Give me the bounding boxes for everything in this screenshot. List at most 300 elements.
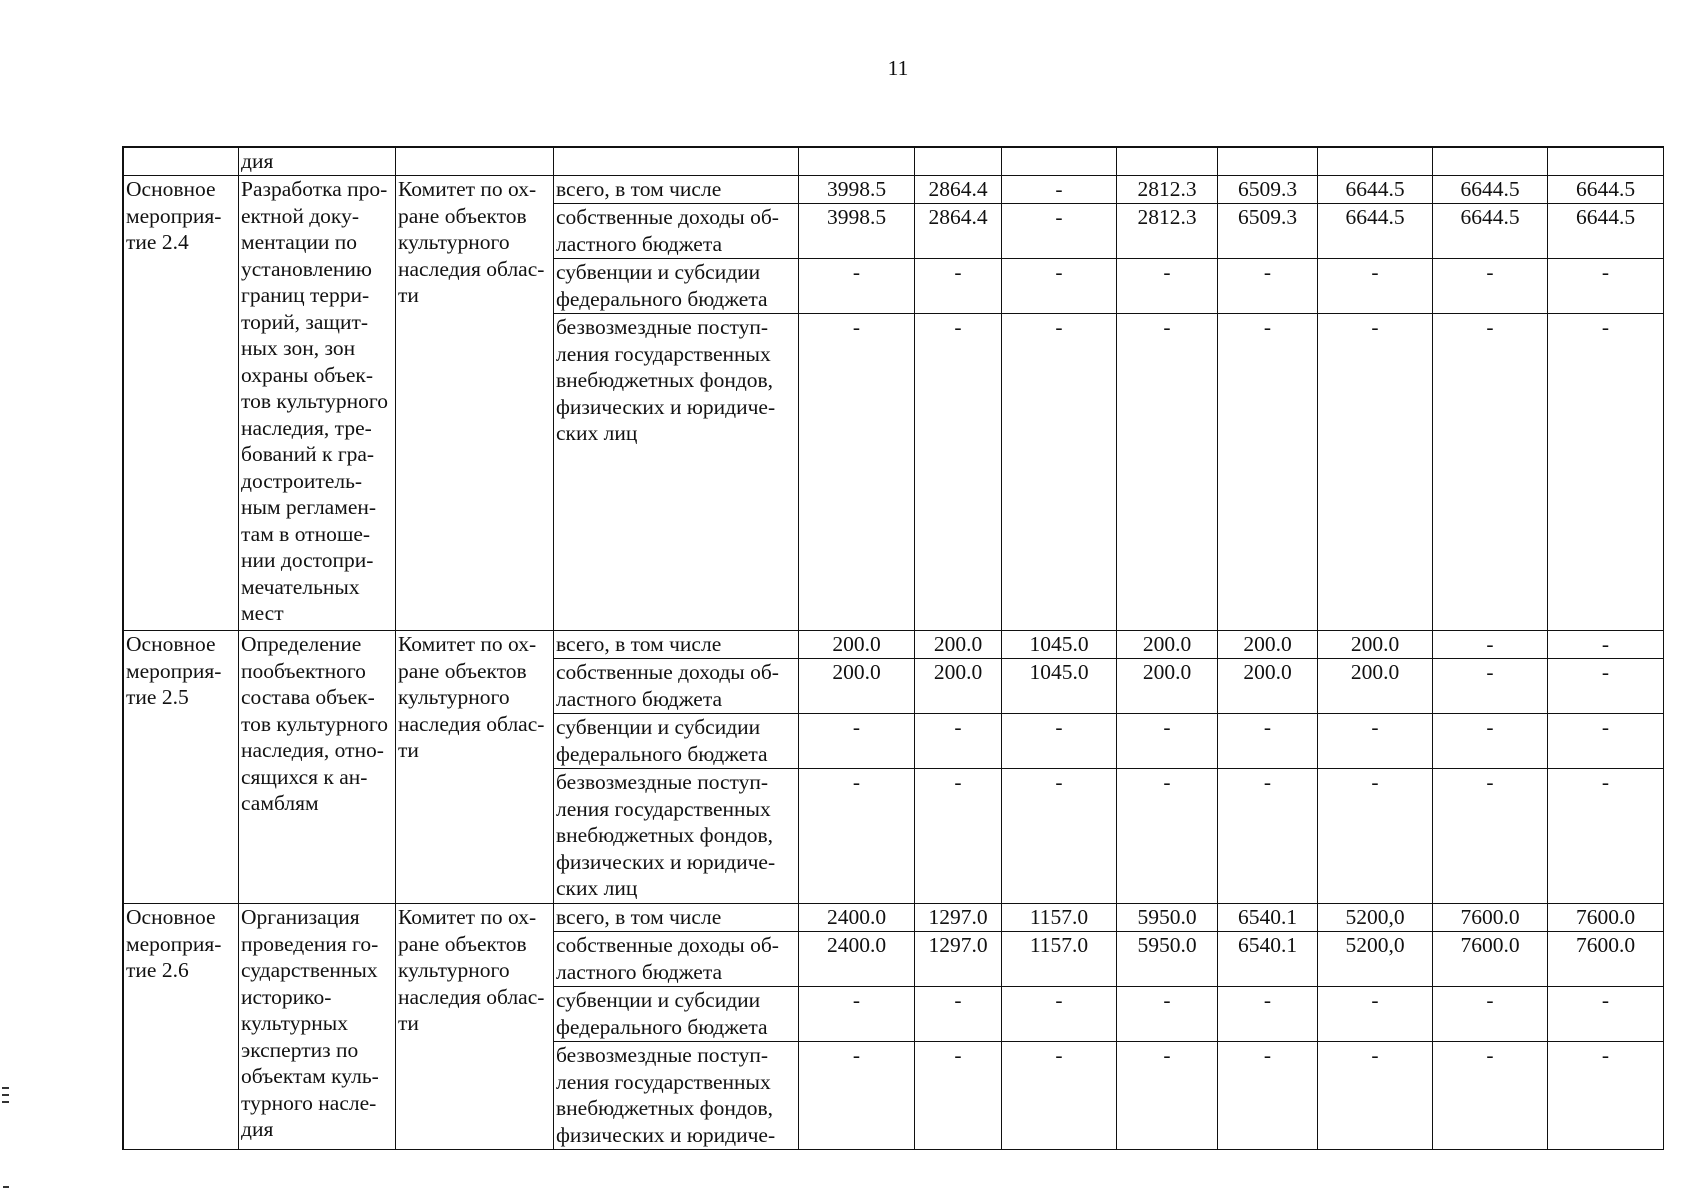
- executor-line: ти: [398, 283, 419, 307]
- value-text: -: [1601, 632, 1610, 656]
- funding-source-line: субвенции и субсидии: [556, 988, 761, 1012]
- value-cell: [799, 659, 915, 714]
- value-cell: [1433, 659, 1548, 714]
- value-cell: [1548, 176, 1664, 204]
- value-text: 3998.5: [826, 205, 887, 229]
- value-text: -: [1371, 260, 1379, 284]
- value-text: 2864.4: [928, 205, 988, 229]
- event-cell: [124, 176, 239, 631]
- value-cell: [1002, 631, 1117, 659]
- value-text: 2400.0: [826, 905, 887, 929]
- funding-source-cell: [554, 176, 799, 204]
- value-text: -: [954, 715, 962, 739]
- funding-source-line: всего, в том числе: [556, 632, 722, 656]
- value-text: 6540.1: [1237, 933, 1298, 957]
- value-text: 5950.0: [1137, 905, 1197, 929]
- value-text: 5200,0: [1345, 905, 1405, 929]
- value-cell: [1002, 904, 1117, 932]
- value-text: 2400.0: [826, 933, 887, 957]
- funding-source-line: физических и юридиче-: [556, 1122, 776, 1147]
- value-text: -: [1163, 988, 1171, 1012]
- value-text: -: [1601, 1043, 1610, 1067]
- value-cell: [915, 204, 1002, 259]
- value-cell: [1318, 659, 1433, 714]
- funding-source-line: ластного бюджета: [556, 231, 723, 256]
- value-text: 200.0: [832, 660, 881, 684]
- value-cell: [1433, 314, 1548, 631]
- funding-source-line: ских лиц: [556, 876, 638, 900]
- value-cell: [1548, 987, 1664, 1042]
- value-cell: [1117, 904, 1218, 932]
- value-text: -: [852, 1043, 861, 1067]
- value-cell: [1218, 259, 1318, 314]
- value-text: 200.0: [1350, 660, 1400, 684]
- value-cell: [915, 904, 1002, 932]
- value-text: -: [954, 988, 962, 1012]
- activity-name-cell: [239, 904, 396, 1150]
- value-text: 2864.4: [928, 177, 988, 201]
- activity-name-line: наследия, тре-: [241, 415, 372, 440]
- table-cell: [915, 148, 1002, 176]
- value-text: -: [1486, 1043, 1494, 1067]
- value-cell: [799, 204, 915, 259]
- funding-source-line: субвенции и субсидии: [556, 260, 761, 284]
- value-text: 200.0: [1350, 632, 1400, 656]
- executor-line: культурного: [398, 958, 510, 982]
- table-cell: [1548, 148, 1664, 176]
- activity-name-line: дия: [241, 149, 274, 173]
- value-text: -: [1263, 1043, 1272, 1067]
- table-cell: [1002, 148, 1117, 176]
- activity-name-cell: [239, 176, 396, 631]
- value-cell: [1117, 1042, 1218, 1150]
- table-cell: [124, 148, 239, 176]
- funding-source-cell: [554, 259, 799, 314]
- event-line: мероприя-: [126, 931, 222, 956]
- event-line: мероприя-: [126, 203, 222, 228]
- value-text: -: [954, 260, 962, 284]
- activity-name-line: самблям: [241, 791, 319, 815]
- value-text: 200.0: [1142, 632, 1192, 656]
- value-text: -: [1486, 315, 1494, 339]
- value-text: 7600.0: [1575, 905, 1636, 929]
- value-cell: [1548, 769, 1664, 904]
- value-text: -: [1371, 770, 1379, 794]
- value-text: 6644.5: [1575, 177, 1636, 201]
- value-text: -: [1601, 260, 1610, 284]
- value-text: 7600.0: [1460, 905, 1520, 929]
- value-cell: [1318, 631, 1433, 659]
- table-cell: [1318, 148, 1433, 176]
- funding-source-line: внебюджетных фондов,: [556, 368, 774, 392]
- value-cell: [1218, 176, 1318, 204]
- value-cell: [915, 631, 1002, 659]
- activity-name-line: проведения го-: [241, 931, 379, 956]
- budget-table: [122, 146, 1664, 1150]
- value-text: 7600.0: [1460, 933, 1520, 957]
- value-text: 5950.0: [1137, 933, 1197, 957]
- value-cell: [1218, 932, 1318, 987]
- value-text: -: [1263, 988, 1272, 1012]
- funding-source-line: всего, в том числе: [556, 177, 722, 201]
- activity-name-line: ным регламен-: [241, 495, 377, 519]
- value-cell: [1318, 932, 1433, 987]
- value-cell: [1218, 769, 1318, 904]
- value-text: 200.0: [933, 660, 983, 684]
- value-cell: [1002, 204, 1117, 259]
- scan-mark: [2, 1101, 9, 1103]
- table-cell: [1433, 148, 1548, 176]
- activity-name-line: мест: [241, 601, 284, 625]
- value-text: -: [1163, 260, 1171, 284]
- value-cell: [915, 259, 1002, 314]
- value-cell: [1318, 1042, 1433, 1150]
- funding-source-line: внебюджетных фондов,: [556, 823, 774, 847]
- funding-source-line: безвозмездные поступ-: [556, 770, 769, 794]
- activity-name-line: ектной доку-: [241, 203, 359, 228]
- value-text: 3998.5: [826, 177, 887, 201]
- value-text: -: [1263, 715, 1272, 739]
- value-cell: [1218, 904, 1318, 932]
- funding-source-cell: [554, 204, 799, 259]
- activity-name-line: ментации по: [241, 230, 358, 254]
- page-number: 11: [887, 56, 909, 80]
- value-text: -: [1055, 1043, 1063, 1067]
- value-text: 200.0: [1243, 632, 1292, 656]
- value-text: 1297.0: [928, 933, 988, 957]
- value-cell: [799, 714, 915, 769]
- value-cell: [915, 714, 1002, 769]
- value-text: -: [1486, 715, 1494, 739]
- event-line: Основное: [126, 632, 216, 656]
- table-cell: [1117, 148, 1218, 176]
- activity-name-line: Определение: [241, 632, 362, 656]
- value-cell: [799, 314, 915, 631]
- value-cell: [1117, 631, 1218, 659]
- value-cell: [799, 904, 915, 932]
- activity-name-line: границ терри-: [241, 283, 370, 307]
- value-text: -: [1055, 260, 1063, 284]
- value-cell: [1318, 176, 1433, 204]
- value-text: -: [1055, 715, 1063, 739]
- activity-name-line: состава объек-: [241, 685, 375, 709]
- value-text: 200.0: [1142, 660, 1192, 684]
- value-text: 5200,0: [1345, 933, 1405, 957]
- value-text: 200.0: [832, 632, 881, 656]
- value-cell: [1117, 259, 1218, 314]
- value-text: -: [1163, 1043, 1171, 1067]
- funding-source-cell: [554, 932, 799, 987]
- value-text: -: [1163, 315, 1171, 339]
- funding-source-line: всего, в том числе: [556, 905, 722, 929]
- value-cell: [1218, 987, 1318, 1042]
- value-text: -: [1055, 177, 1063, 201]
- value-text: -: [1371, 715, 1379, 739]
- funding-source-cell: [554, 631, 799, 659]
- value-text: -: [1055, 770, 1063, 794]
- value-cell: [1117, 769, 1218, 904]
- value-cell: [1117, 204, 1218, 259]
- value-text: 200.0: [1243, 660, 1292, 684]
- activity-name-line: нии достопри-: [241, 548, 374, 572]
- value-cell: [1117, 714, 1218, 769]
- value-text: 6644.5: [1345, 205, 1405, 229]
- value-cell: [799, 176, 915, 204]
- funding-source-line: внебюджетных фондов,: [556, 1096, 774, 1120]
- funding-source-line: физических и юридиче-: [556, 849, 776, 874]
- event-cell: [124, 904, 239, 1150]
- value-cell: [1318, 714, 1433, 769]
- value-cell: [799, 932, 915, 987]
- value-cell: [1433, 904, 1548, 932]
- value-cell: [915, 769, 1002, 904]
- value-text: -: [1371, 315, 1379, 339]
- funding-source-cell: [554, 714, 799, 769]
- value-cell: [1548, 932, 1664, 987]
- value-cell: [915, 987, 1002, 1042]
- activity-name-line: наследия, отно-: [241, 738, 384, 762]
- value-cell: [1002, 314, 1117, 631]
- value-text: -: [1486, 260, 1494, 284]
- value-text: -: [1055, 205, 1063, 229]
- executor-line: Комитет по ох-: [398, 632, 537, 656]
- activity-name-line: установлению: [241, 256, 372, 281]
- value-text: -: [1486, 660, 1494, 684]
- value-text: -: [1486, 632, 1494, 656]
- value-text: -: [1486, 988, 1494, 1012]
- value-text: -: [1371, 1043, 1379, 1067]
- funding-source-cell: [554, 1042, 799, 1150]
- executor-line: культурного: [398, 685, 510, 709]
- value-cell: [1117, 987, 1218, 1042]
- value-cell: [1117, 314, 1218, 631]
- value-cell: [1117, 176, 1218, 204]
- funding-source-line: безвозмездные поступ-: [556, 315, 769, 339]
- executor-cell: [396, 631, 554, 904]
- executor-line: ти: [398, 738, 419, 762]
- funding-source-line: ления государственных: [556, 1069, 771, 1094]
- executor-line: культурного: [398, 230, 510, 254]
- activity-name-line: там в отноше-: [241, 521, 371, 546]
- table-cell: [799, 148, 915, 176]
- value-text: -: [852, 260, 861, 284]
- value-text: -: [1601, 660, 1610, 684]
- value-text: -: [852, 988, 861, 1012]
- value-cell: [1318, 987, 1433, 1042]
- value-cell: [1548, 631, 1664, 659]
- executor-line: ране объектов: [398, 931, 527, 956]
- table-cell: [1218, 148, 1318, 176]
- value-text: -: [1601, 988, 1610, 1012]
- table-cell: [396, 148, 554, 176]
- value-cell: [1433, 176, 1548, 204]
- value-cell: [1218, 314, 1318, 631]
- value-text: -: [954, 1043, 962, 1067]
- activity-name-line: культурных: [241, 1011, 348, 1035]
- value-cell: [1318, 904, 1433, 932]
- funding-source-line: ления государственных: [556, 796, 771, 821]
- value-cell: [1002, 987, 1117, 1042]
- activity-name-line: Организация: [241, 905, 360, 929]
- executor-cell: [396, 176, 554, 631]
- event-line: тие 2.5: [126, 685, 189, 709]
- value-text: -: [852, 315, 861, 339]
- value-text: -: [1263, 260, 1272, 284]
- activity-name-line: ных зон, зон: [241, 336, 356, 360]
- executor-line: ране объектов: [398, 658, 527, 683]
- value-cell: [1002, 259, 1117, 314]
- activity-name-cell: [239, 631, 396, 904]
- value-cell: [1433, 769, 1548, 904]
- executor-line: наследия облас-: [398, 711, 545, 736]
- value-text: -: [954, 770, 962, 794]
- value-cell: [1002, 176, 1117, 204]
- value-cell: [915, 314, 1002, 631]
- value-text: -: [1601, 715, 1610, 739]
- activity-name-line: достроитель-: [241, 468, 363, 493]
- value-cell: [915, 932, 1002, 987]
- value-cell: [1002, 659, 1117, 714]
- activity-name-line: торий, защит-: [241, 309, 369, 334]
- value-text: -: [954, 315, 962, 339]
- table-cell: [554, 148, 799, 176]
- value-cell: [1318, 314, 1433, 631]
- funding-source-line: собственные доходы об-: [556, 660, 779, 684]
- activity-name-line: историко-: [241, 984, 332, 1009]
- value-cell: [1548, 314, 1664, 631]
- activity-name-line: бований к гра-: [241, 442, 375, 466]
- value-cell: [799, 1042, 915, 1150]
- activity-name-line: охраны объек-: [241, 362, 374, 387]
- activity-name-line: сударственных: [241, 958, 378, 982]
- value-text: -: [1601, 315, 1610, 339]
- event-line: тие 2.4: [126, 230, 189, 254]
- executor-line: ти: [398, 1011, 419, 1035]
- value-text: -: [1163, 715, 1171, 739]
- executor-cell: [396, 904, 554, 1150]
- value-text: -: [1055, 315, 1063, 339]
- activity-name-line: Разработка про-: [241, 177, 388, 201]
- value-text: -: [1163, 770, 1171, 794]
- value-cell: [799, 987, 915, 1042]
- value-cell: [1117, 659, 1218, 714]
- activity-name-line: пообъектного: [241, 658, 366, 683]
- value-cell: [1433, 932, 1548, 987]
- value-text: -: [1601, 770, 1610, 794]
- event-line: Основное: [126, 177, 216, 201]
- funding-source-line: ластного бюджета: [556, 959, 723, 984]
- value-cell: [1548, 714, 1664, 769]
- value-cell: [1002, 1042, 1117, 1150]
- funding-source-cell: [554, 769, 799, 904]
- value-cell: [1433, 259, 1548, 314]
- funding-source-line: федерального бюджета: [556, 741, 768, 766]
- value-cell: [1433, 987, 1548, 1042]
- funding-source-line: ления государственных: [556, 341, 771, 366]
- funding-source-line: физических и юридиче-: [556, 394, 776, 419]
- value-text: -: [852, 770, 861, 794]
- funding-source-cell: [554, 314, 799, 631]
- value-cell: [915, 659, 1002, 714]
- activity-name-line: тов культурного: [241, 711, 388, 736]
- funding-source-line: собственные доходы об-: [556, 933, 779, 957]
- value-cell: [1218, 631, 1318, 659]
- value-cell: [1548, 1042, 1664, 1150]
- event-line: тие 2.6: [126, 958, 189, 982]
- value-text: 1157.0: [1029, 905, 1089, 929]
- executor-line: ране объектов: [398, 203, 527, 228]
- value-text: 6644.5: [1460, 205, 1520, 229]
- executor-line: наследия облас-: [398, 256, 545, 281]
- activity-name-line: турного насле-: [241, 1090, 377, 1115]
- funding-source-line: федерального бюджета: [556, 1014, 768, 1039]
- value-text: 6509.3: [1237, 177, 1298, 201]
- funding-source-line: субвенции и субсидии: [556, 715, 761, 739]
- value-cell: [915, 1042, 1002, 1150]
- value-text: -: [1263, 770, 1272, 794]
- value-cell: [1433, 204, 1548, 259]
- scan-mark: [2, 1087, 9, 1089]
- value-text: 2812.3: [1137, 177, 1197, 201]
- value-cell: [1433, 714, 1548, 769]
- value-cell: [1433, 1042, 1548, 1150]
- value-cell: [1218, 204, 1318, 259]
- value-text: 1045.0: [1029, 632, 1089, 656]
- value-cell: [1218, 659, 1318, 714]
- activity-name-cell: [239, 148, 396, 176]
- value-cell: [1218, 714, 1318, 769]
- value-cell: [1548, 904, 1664, 932]
- scan-mark: [3, 1186, 9, 1188]
- value-text: 1157.0: [1029, 933, 1089, 957]
- value-text: 6540.1: [1237, 905, 1298, 929]
- value-cell: [1117, 932, 1218, 987]
- value-text: -: [1371, 988, 1379, 1012]
- value-text: -: [852, 715, 861, 739]
- value-cell: [1318, 259, 1433, 314]
- value-text: 6509.3: [1237, 205, 1298, 229]
- activity-name-line: тов культурного: [241, 389, 388, 413]
- executor-line: Комитет по ох-: [398, 905, 537, 929]
- value-text: 1297.0: [928, 905, 988, 929]
- value-text: 1045.0: [1029, 660, 1089, 684]
- value-text: 2812.3: [1137, 205, 1197, 229]
- activity-name-line: мечательных: [241, 574, 360, 599]
- value-text: -: [1486, 770, 1494, 794]
- value-text: -: [1263, 315, 1272, 339]
- value-text: 7600.0: [1575, 933, 1636, 957]
- event-line: мероприя-: [126, 658, 222, 683]
- value-cell: [1548, 259, 1664, 314]
- value-cell: [799, 769, 915, 904]
- value-cell: [1318, 204, 1433, 259]
- activity-name-line: экспертиз по: [241, 1037, 359, 1062]
- value-cell: [799, 259, 915, 314]
- value-cell: [1002, 714, 1117, 769]
- event-line: Основное: [126, 905, 216, 929]
- value-cell: [915, 176, 1002, 204]
- executor-line: Комитет по ох-: [398, 177, 537, 201]
- executor-line: наследия облас-: [398, 984, 545, 1009]
- funding-source-cell: [554, 659, 799, 714]
- funding-source-line: ластного бюджета: [556, 686, 723, 711]
- value-cell: [1433, 631, 1548, 659]
- value-text: 6644.5: [1460, 177, 1520, 201]
- value-cell: [1548, 659, 1664, 714]
- value-text: 6644.5: [1575, 205, 1636, 229]
- activity-name-line: объектам куль-: [241, 1064, 379, 1088]
- activity-name-line: сящихся к ан-: [241, 764, 368, 789]
